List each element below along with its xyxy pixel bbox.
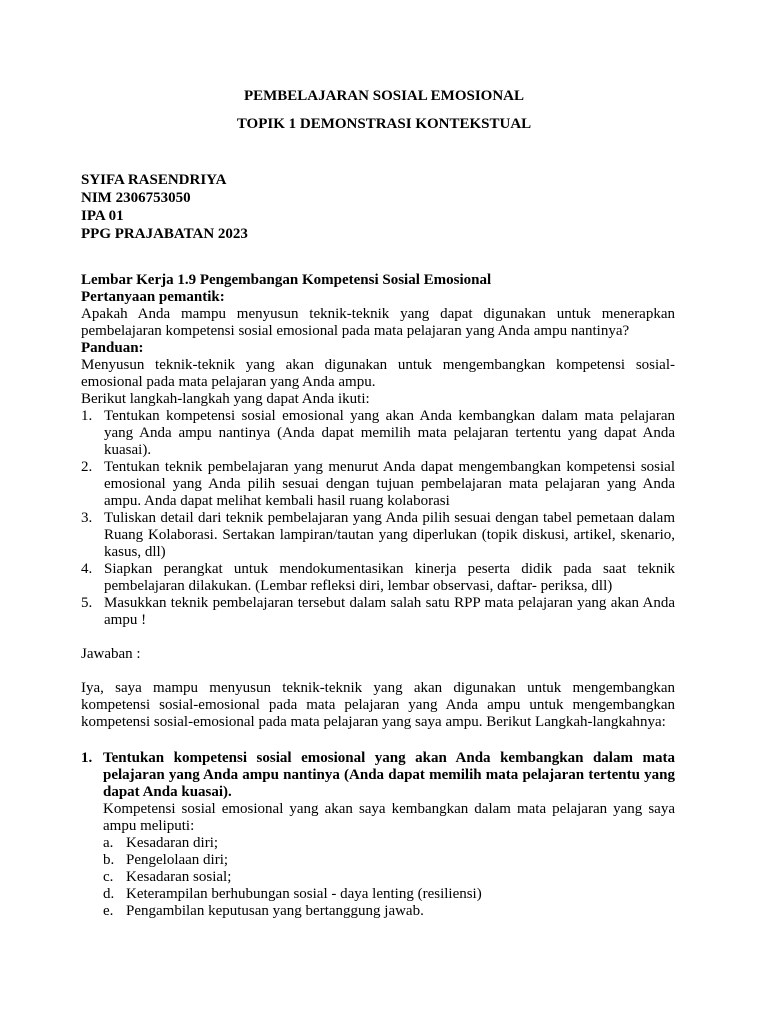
list-item [103, 869, 675, 886]
competency-list [103, 835, 675, 920]
list-item [81, 561, 675, 595]
list-item-text: Keterampilan berhubungan sosial - daya lenting (resiliensi) [126, 886, 482, 902]
list-item-text: Kesadaran diri; [126, 835, 219, 851]
answer-section-1 [81, 750, 675, 920]
list-item [81, 459, 675, 510]
list-item-number: 3. [81, 510, 93, 526]
steps-list [81, 408, 675, 629]
question-text: Apakah Anda mampu menyusun teknik-teknik yang dapat digunakan untuk menerapkan pembelajaran kompetensi sosial emosional pada mata pelajaran yang Anda ampu nantinya? [81, 306, 675, 339]
list-item-text: Tuliskan detail dari teknik pembelajaran yang Anda pilih sesuai dengan tabel pemetaan dalam Ruang Kolaborasi. Sertakan lampiran/tautan yang diperlukan (topik diskusi, artikel, skenario, kasus, dll) [104, 510, 675, 560]
answer-label: Jawaban : [81, 646, 141, 662]
steps-intro: Berikut langkah-langkah yang dapat Anda ikuti: [81, 391, 370, 407]
list-item-letter: d. [103, 886, 115, 902]
list-item [81, 595, 675, 629]
question-label: Pertanyaan pemantik: [81, 289, 225, 305]
list-item-text: Tentukan kompetensi sosial emosional yang akan Anda kembangkan dalam mata pelajaran yang Anda ampu nantinya (Anda dapat memilih mata pelajaran tertentu yang dapat Anda kuasai). [104, 408, 675, 458]
author-nim: NIM 2306753050 [81, 190, 191, 206]
list-item [81, 408, 675, 459]
list-item-number: 2. [81, 459, 93, 475]
list-item-text: Pengelolaan diri; [126, 852, 229, 868]
worksheet-heading: Lembar Kerja 1.9 Pengembangan Kompetensi Sosial Emosional [81, 272, 492, 288]
section-number: 1. [81, 750, 93, 766]
list-item-text: Tentukan teknik pembelajaran yang menurut Anda dapat mengembangkan kompetensi sosial emosional yang Anda pilih sesuai dengan tujuan pembelajaran mata pelajaran yang Anda ampu. Anda dapat melihat kembali hasil ruang kolaborasi [104, 459, 675, 509]
list-item [103, 852, 675, 869]
list-item-text: Siapkan perangkat untuk mendokumentasikan kinerja peserta didik pada saat teknik pembelajaran dilakukan. (Lembar refleksi diri, lembar observasi, daftar- periksa, dll) [104, 561, 675, 594]
list-item [103, 903, 675, 920]
list-item-letter: b. [103, 852, 115, 868]
list-item-text: Kesadaran sosial; [126, 869, 232, 885]
author-block [81, 171, 248, 243]
document-subtitle: TOPIK 1 DEMONSTRASI KONTEKSTUAL [236, 116, 532, 132]
list-item-letter: c. [103, 869, 114, 885]
document-body [81, 272, 675, 920]
list-item-letter: a. [103, 835, 114, 851]
section-text: Kompetensi sosial emosional yang akan saya kembangkan dalam mata pelajaran yang saya ampu meliputi: [103, 801, 675, 834]
guide-label: Panduan: [81, 340, 144, 356]
list-item [81, 510, 675, 561]
answer-intro: Iya, saya mampu menyusun teknik-teknik yang akan digunakan untuk mengembangkan kompetensi sosial-emosional pada mata pelajaran yang Anda ampu untuk mengembangkan kompetensi sosial-emosional pada mata pelajaran yang saya ampu. Berikut Langkah-langkahnya: [81, 680, 675, 730]
document-title: PEMBELAJARAN SOSIAL EMOSIONAL [243, 88, 525, 104]
author-program: PPG PRAJABATAN 2023 [81, 226, 248, 242]
author-name: SYIFA RASENDRIYA [81, 172, 227, 188]
list-item-text: Pengambilan keputusan yang bertanggung jawab. [126, 903, 424, 919]
section-heading: Tentukan kompetensi sosial emosional yang akan Anda kembangkan dalam mata pelajaran yang Anda ampu nantinya (Anda dapat memilih mata pelajaran tertentu yang dapat Anda kuasai). [103, 750, 675, 800]
list-item-number: 1. [81, 408, 93, 424]
author-class: IPA 01 [81, 208, 124, 224]
list-item-text: Masukkan teknik pembelajaran tersebut dalam salah satu RPP mata pelajaran yang akan Anda ampu ! [104, 595, 675, 628]
list-item-number: 5. [81, 595, 93, 611]
list-item-letter: e. [103, 903, 114, 919]
list-item [103, 835, 675, 852]
guide-text: Menyusun teknik-teknik yang akan digunakan untuk mengembangkan kompetensi sosial-emosional pada mata pelajaran yang Anda ampu. [81, 357, 675, 390]
list-item-number: 4. [81, 561, 93, 577]
list-item [103, 886, 675, 903]
